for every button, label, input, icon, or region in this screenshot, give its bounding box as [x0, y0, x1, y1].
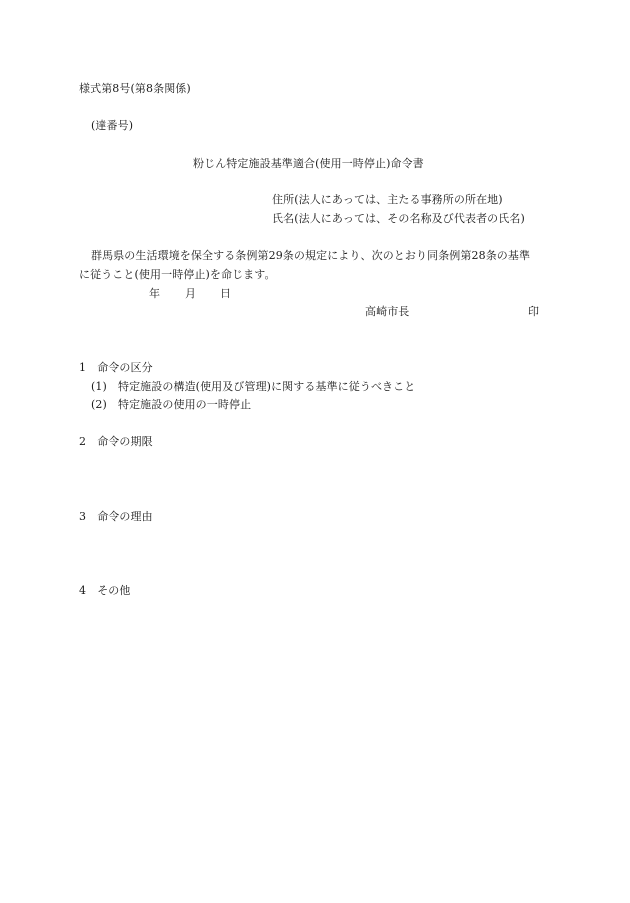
- date-year-label: 年: [149, 287, 161, 300]
- section-3-heading: 3 命令の理由: [79, 510, 153, 523]
- recipient-address: 住所(法人にあっては、主たる事務所の所在地): [272, 193, 503, 206]
- body-text-line-2: に従うこと(使用一時停止)を命じます。: [79, 268, 276, 281]
- seal-mark: 印: [528, 305, 540, 318]
- date-day-label: 日: [220, 287, 232, 300]
- section-1-heading: 1 命令の区分: [79, 361, 153, 374]
- doc-number: (達番号): [91, 119, 134, 132]
- issuer-title: 高崎市長: [365, 305, 410, 318]
- section-2-heading: 2 命令の期限: [79, 435, 153, 448]
- date-month-label: 月: [185, 287, 197, 300]
- body-text-line-1: 群馬県の生活環境を保全する条例第29条の規定により、次のとおり同条例第28条の基準: [91, 249, 531, 262]
- section-1-item-2: (2) 特定施設の使用の一時停止: [91, 398, 252, 411]
- recipient-name: 氏名(法人にあっては、その名称及び代表者の氏名): [272, 212, 525, 225]
- section-4-heading: 4 その他: [79, 584, 131, 597]
- section-1-item-1: (1) 特定施設の構造(使用及び管理)に関する基準に従うべきこと: [91, 380, 416, 393]
- document-title: 粉じん特定施設基準適合(使用一時停止)命令書: [193, 157, 424, 170]
- form-header: 様式第8号(第8条関係): [79, 82, 191, 95]
